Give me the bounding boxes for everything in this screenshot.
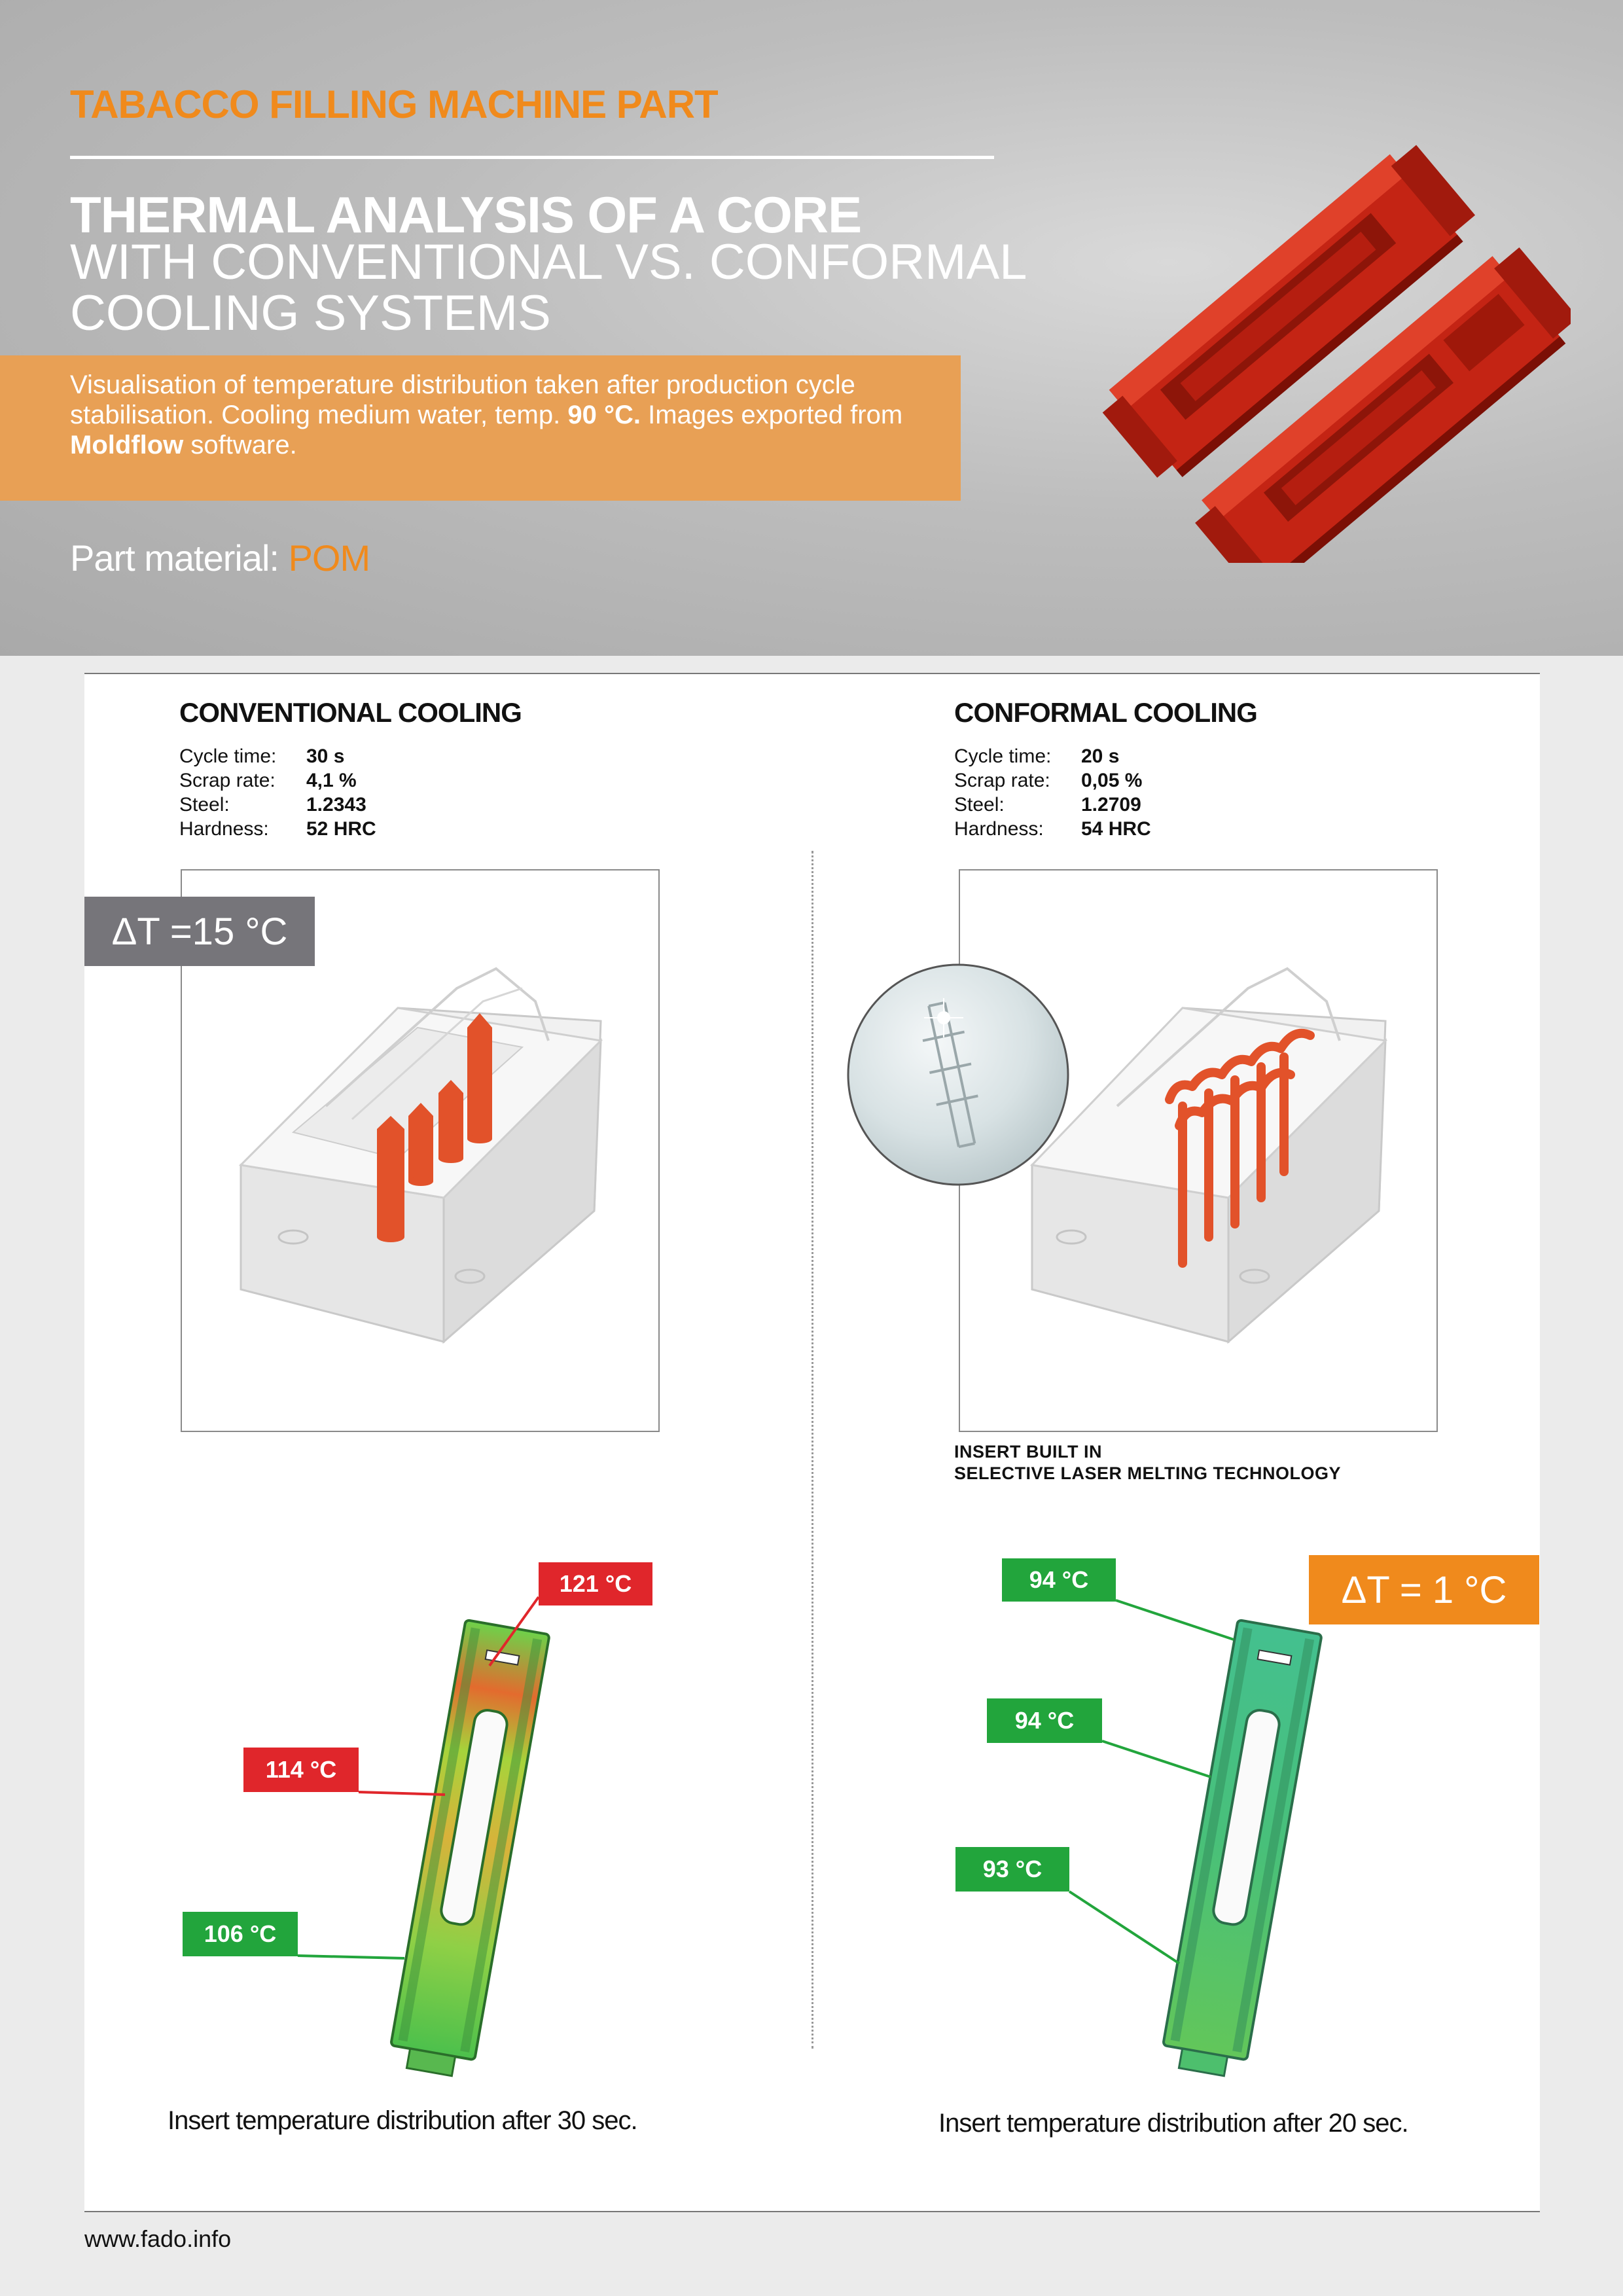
red-part-render [1021, 92, 1571, 563]
conventional-delta-badge: ΔT =15 °C [84, 897, 315, 966]
page-title-light: WITH CONVENTIONAL VS. CONFORMAL COOLING SYSTEMS [70, 234, 1026, 341]
footer-url[interactable]: www.fado.info [84, 2225, 232, 2252]
page-subtitle: TABACCO FILLING MACHINE PART [70, 82, 718, 126]
conventional-insert-thermal [353, 1617, 576, 2088]
conformal-title: CONFORMAL COOLING [954, 697, 1257, 728]
conformal-delta-badge: ΔT = 1 °C [1309, 1555, 1539, 1624]
temp-tag-114: 114 °C [243, 1748, 359, 1792]
conventional-caption: Insert temperature distribution after 30 sec. [168, 2106, 637, 2135]
temp-tag-121: 121 °C [539, 1562, 652, 1605]
temp-tag-93: 93 °C [955, 1847, 1069, 1892]
conventional-title: CONVENTIONAL COOLING [179, 697, 522, 728]
conformal-specs: Cycle time: 20 s Scrap rate: 0,05 % Steel: 1.2709 Hardness: 54 HRC [954, 745, 1151, 840]
page-title-bold: THERMAL ANALYSIS OF A CORE [70, 186, 862, 243]
part-material-value: POM [288, 537, 370, 579]
conventional-specs: Cycle time: 30 s Scrap rate: 4,1 % Steel: 1.2343 Hardness: 52 HRC [179, 745, 376, 840]
sml-note: INSERT BUILT IN SELECTIVE LASER MELTING TECHNOLOGY [954, 1442, 1342, 1483]
conformal-insert-thermal [1126, 1617, 1348, 2088]
sml-insert-photo [846, 962, 1071, 1187]
part-material: Part material: POM [70, 537, 370, 579]
intro-text: Visualisation of temperature distribution taken after production cycle stabilisation. Cooling medium water, temp. 90 °C. Images exported from Moldflow software. [70, 370, 903, 459]
title-divider [70, 156, 994, 159]
temp-tag-94-mid: 94 °C [987, 1698, 1102, 1743]
conformal-caption: Insert temperature distribution after 20 sec. [938, 2109, 1408, 2138]
temp-tag-106: 106 °C [183, 1912, 298, 1956]
column-divider [812, 851, 813, 2049]
temp-tag-94-top: 94 °C [1002, 1558, 1116, 1602]
